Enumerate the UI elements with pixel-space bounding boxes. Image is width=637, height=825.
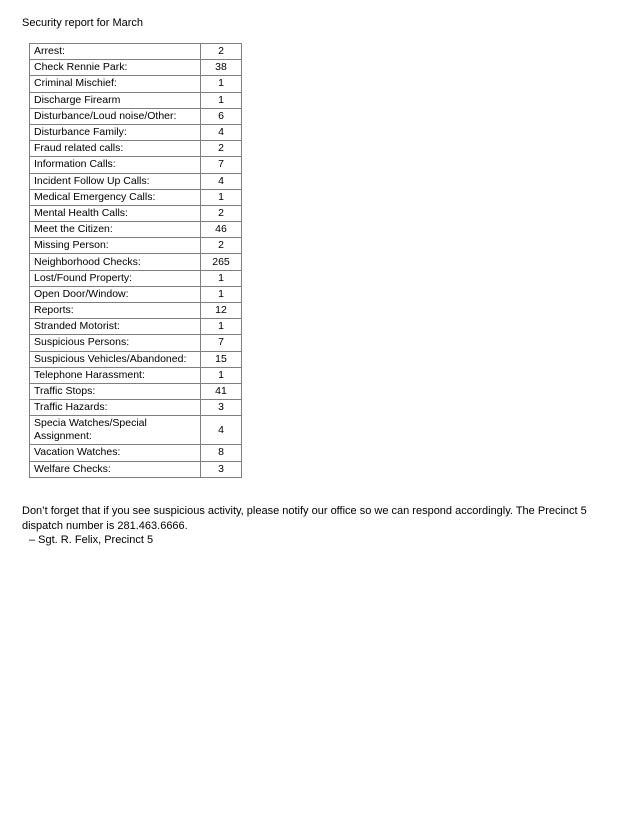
row-label: Telephone Harassment: <box>30 367 201 383</box>
row-value: 265 <box>201 254 242 270</box>
row-label: Traffic Stops: <box>30 383 201 399</box>
row-value: 1 <box>201 189 242 205</box>
table-row <box>30 335 242 351</box>
row-value: 15 <box>201 351 242 367</box>
dispatch-note: Don’t forget that if you see suspicious activity, please notify our office so we can respond accordingly. The Precinct 5 dispatch number is 281.463.6666. <box>22 505 587 532</box>
row-label: Specia Watches/Special Assignment: <box>30 416 201 445</box>
table-row <box>30 238 242 254</box>
table-row <box>30 286 242 302</box>
table-row <box>30 173 242 189</box>
row-value: 12 <box>201 303 242 319</box>
row-label: Suspicious Persons: <box>30 335 201 351</box>
table-row <box>30 367 242 383</box>
row-value: 4 <box>201 124 242 140</box>
row-label: Missing Person: <box>30 238 201 254</box>
row-label: Neighborhood Checks: <box>30 254 201 270</box>
row-value: 4 <box>201 173 242 189</box>
row-value: 4 <box>201 416 242 445</box>
row-label: Disturbance/Loud noise/Other: <box>30 108 201 124</box>
table-row <box>30 222 242 238</box>
row-value: 6 <box>201 108 242 124</box>
row-value: 1 <box>201 319 242 335</box>
row-label: Welfare Checks: <box>30 461 201 477</box>
report-table-body <box>30 44 242 478</box>
row-value: 7 <box>201 157 242 173</box>
row-value: 8 <box>201 445 242 461</box>
row-value: 3 <box>201 400 242 416</box>
row-value: 3 <box>201 461 242 477</box>
row-value: 2 <box>201 238 242 254</box>
table-row <box>30 383 242 399</box>
table-row <box>30 319 242 335</box>
row-label: Traffic Hazards: <box>30 400 201 416</box>
table-row <box>30 60 242 76</box>
row-value: 1 <box>201 367 242 383</box>
row-value: 46 <box>201 222 242 238</box>
row-value: 1 <box>201 270 242 286</box>
table-row <box>30 76 242 92</box>
row-value: 7 <box>201 335 242 351</box>
table-row <box>30 303 242 319</box>
table-row <box>30 141 242 157</box>
table-row <box>30 124 242 140</box>
table-row <box>30 270 242 286</box>
row-label: Disturbance Family: <box>30 124 201 140</box>
row-label: Stranded Motorist: <box>30 319 201 335</box>
table-row <box>30 157 242 173</box>
row-value: 1 <box>201 286 242 302</box>
table-row <box>30 108 242 124</box>
row-label: Fraud related calls: <box>30 141 201 157</box>
row-label: Check Rennie Park: <box>30 60 201 76</box>
row-value: 38 <box>201 60 242 76</box>
table-row <box>30 189 242 205</box>
row-value: 2 <box>201 44 242 60</box>
report-title: Security report for March <box>22 17 144 29</box>
row-label: Medical Emergency Calls: <box>30 189 201 205</box>
row-label: Discharge Firearm <box>30 92 201 108</box>
row-label: Suspicious Vehicles/Abandoned: <box>30 351 201 367</box>
row-label: Open Door/Window: <box>30 286 201 302</box>
row-value: 1 <box>201 92 242 108</box>
row-label: Reports: <box>30 303 201 319</box>
row-label: Incident Follow Up Calls: <box>30 173 201 189</box>
table-row <box>30 254 242 270</box>
table-row <box>30 461 242 477</box>
table-row <box>30 44 242 60</box>
row-label: Criminal Mischief: <box>30 76 201 92</box>
row-label: Information Calls: <box>30 157 201 173</box>
table-row <box>30 445 242 461</box>
table-row <box>30 92 242 108</box>
row-value: 41 <box>201 383 242 399</box>
table-row <box>30 416 242 445</box>
row-label: Arrest: <box>30 44 201 60</box>
table-row <box>30 400 242 416</box>
report-table <box>29 43 242 478</box>
row-value: 2 <box>201 141 242 157</box>
row-value: 1 <box>201 76 242 92</box>
row-label: Meet the Citizen: <box>30 222 201 238</box>
row-label: Vacation Watches: <box>30 445 201 461</box>
row-value: 2 <box>201 205 242 221</box>
row-label: Mental Health Calls: <box>30 205 201 221</box>
signature: – Sgt. R. Felix, Precinct 5 <box>29 534 154 546</box>
table-row <box>30 205 242 221</box>
table-row <box>30 351 242 367</box>
row-label: Lost/Found Property: <box>30 270 201 286</box>
